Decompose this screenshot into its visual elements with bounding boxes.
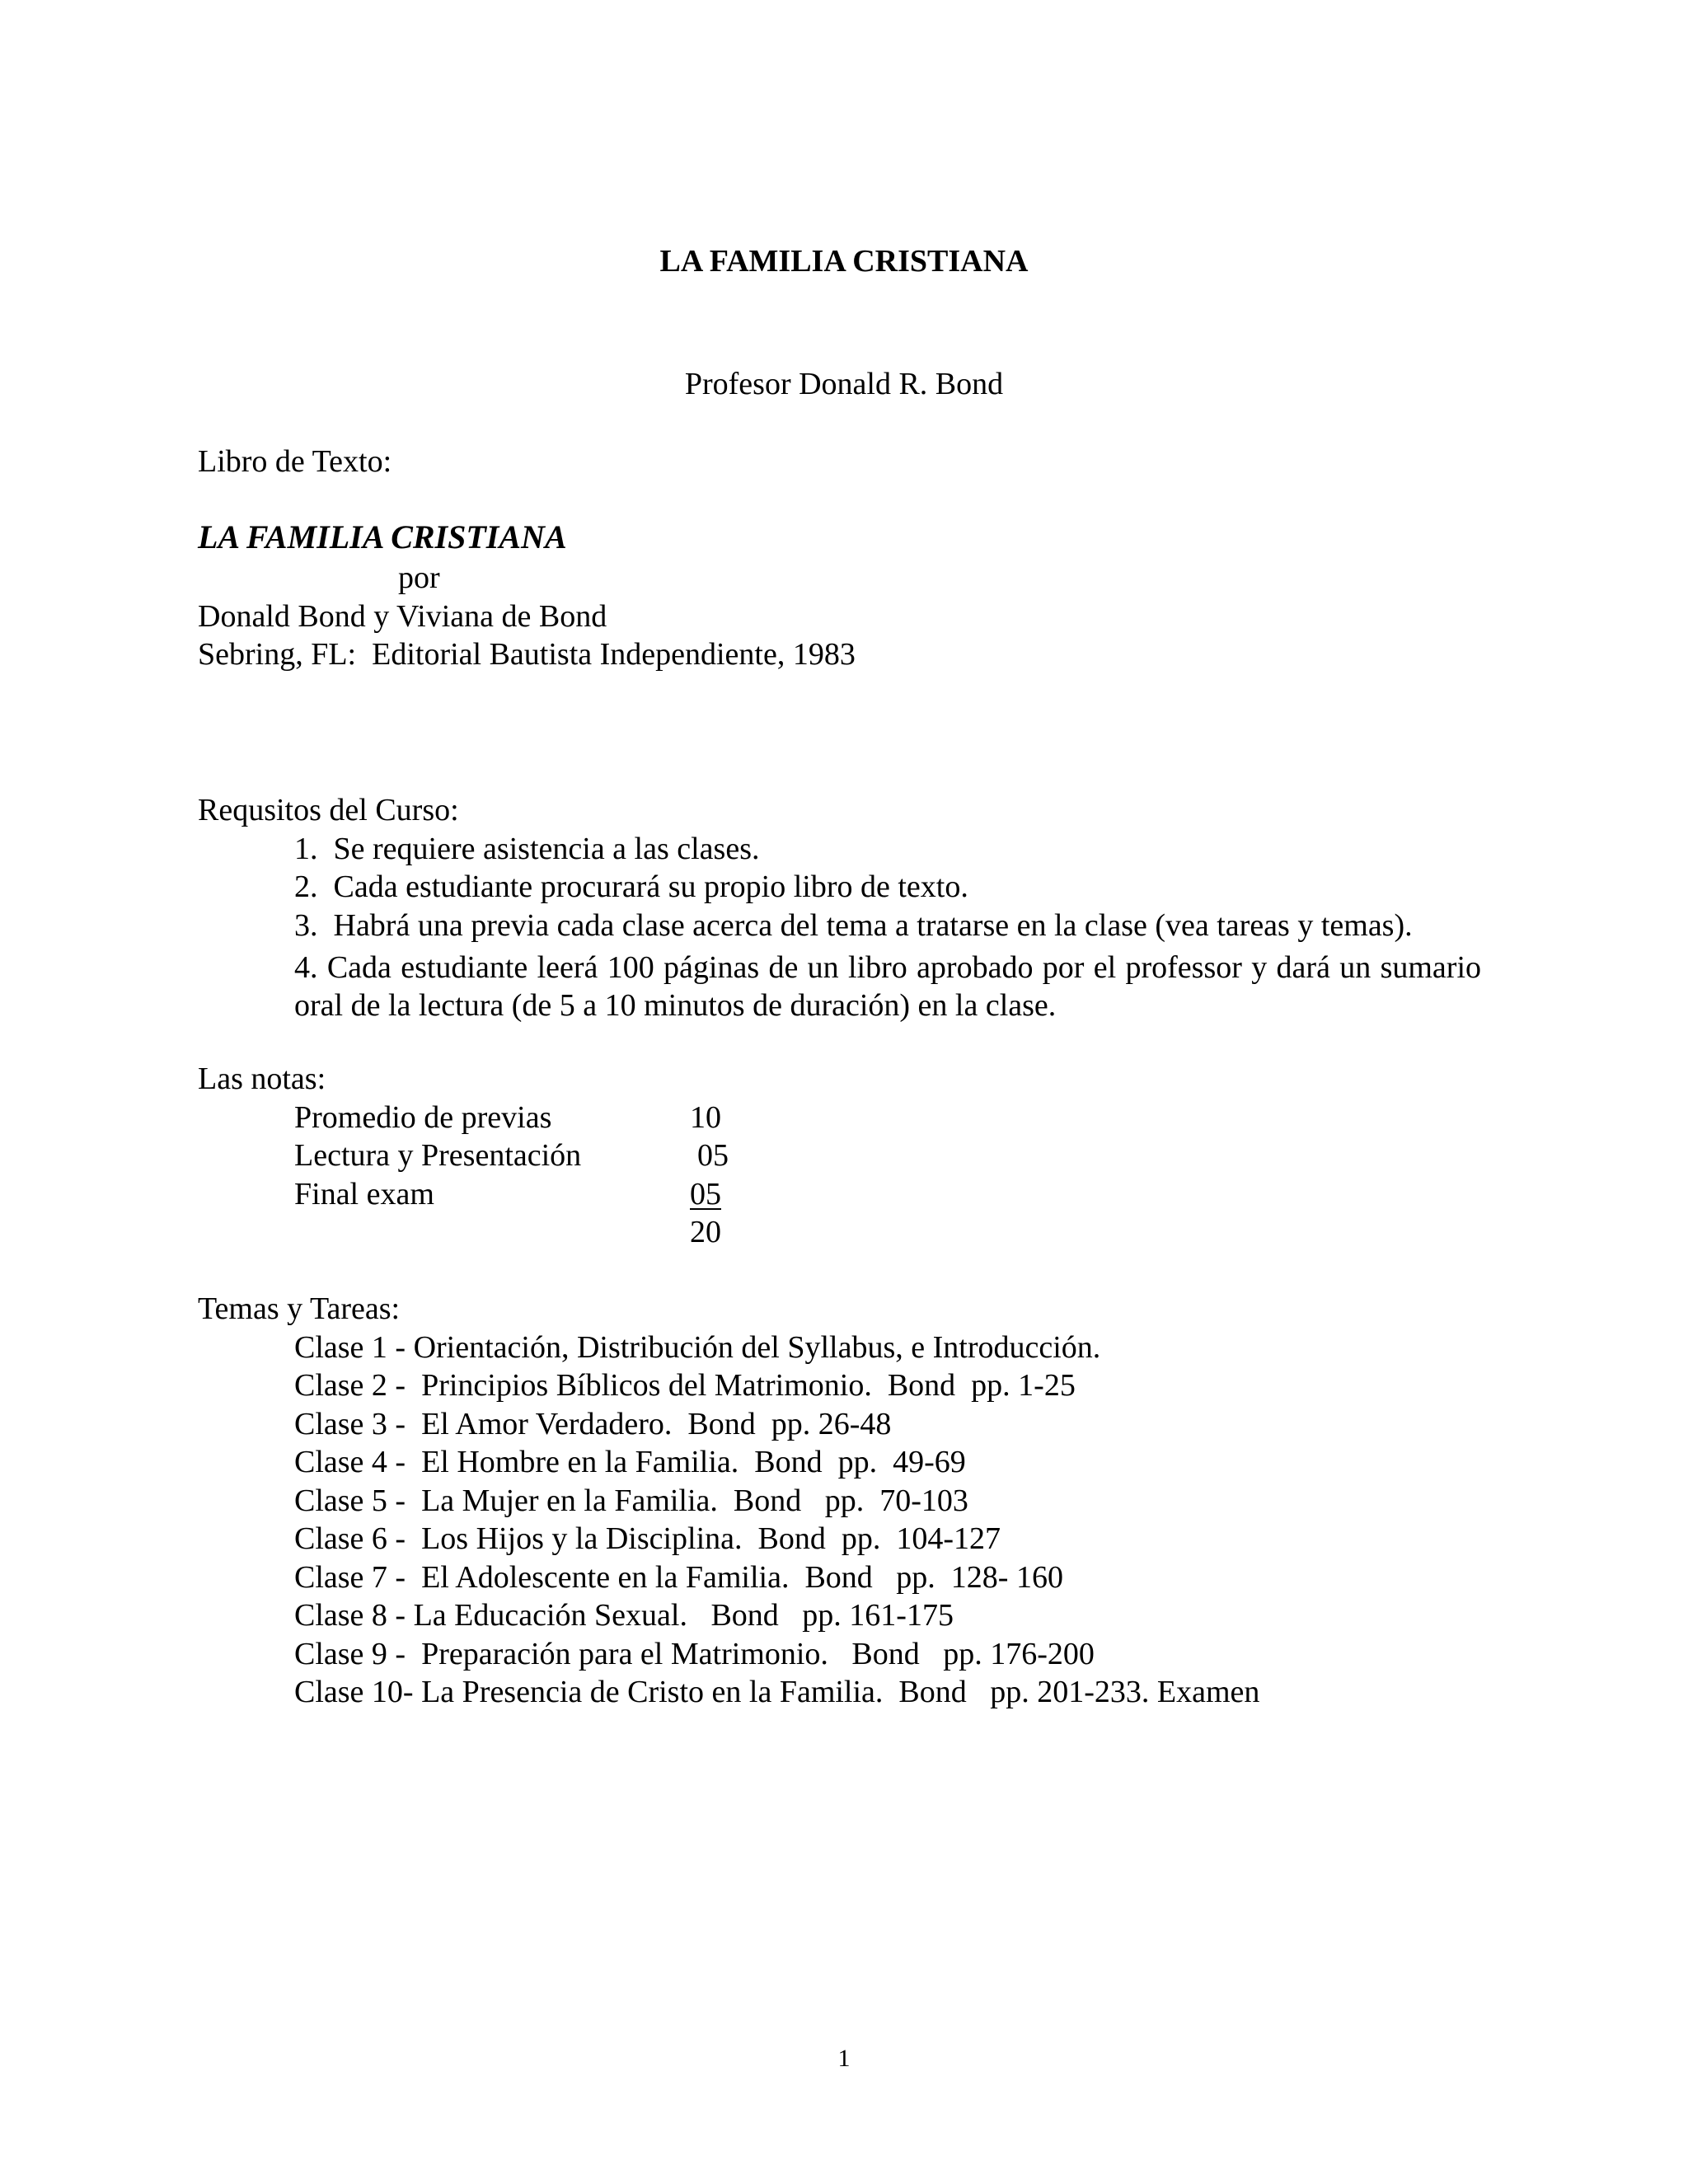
grade-label-final-exam: Final exam	[294, 1177, 434, 1212]
grade-label-previas: Promedio de previas	[294, 1100, 552, 1135]
topics-heading: Temas y Tareas:	[198, 1291, 401, 1326]
class-item-5: Clase 5 - La Mujer en la Familia. Bond pp. 70-103	[294, 1483, 968, 1518]
page-number: 1	[837, 2045, 851, 2072]
requirement-item-2: 2. Cada estudiante procurará su propio libro de texto.	[294, 869, 968, 904]
document-title: LA FAMILIA CRISTIANA	[659, 244, 1029, 279]
grades-heading: Las notas:	[198, 1062, 326, 1096]
requirement-item-1: 1. Se requiere asistencia a las clases.	[294, 832, 760, 866]
requirements-heading: Requsitos del Curso:	[198, 793, 459, 827]
grade-label-lectura: Lectura y Presentación	[294, 1138, 582, 1173]
grade-total: 20	[690, 1215, 721, 1249]
book-by: por	[398, 560, 440, 595]
grade-value-final-exam: 05	[690, 1177, 721, 1212]
class-item-8: Clase 8 - La Educación Sexual. Bond pp. 161-175	[294, 1598, 954, 1633]
class-item-10: Clase 10- La Presencia de Cristo en la Familia. Bond pp. 201-233. Examen	[294, 1675, 1260, 1709]
class-item-6: Clase 6 - Los Hijos y la Disciplina. Bond pp. 104-127	[294, 1521, 1001, 1556]
class-item-4: Clase 4 - El Hombre en la Familia. Bond pp. 49-69	[294, 1445, 966, 1479]
grade-value-lectura: 05	[697, 1138, 729, 1173]
class-item-2: Clase 2 - Principios Bíblicos del Matrimonio. Bond pp. 1-25	[294, 1368, 1076, 1403]
class-item-9: Clase 9 - Preparación para el Matrimonio. Bond pp. 176-200	[294, 1637, 1095, 1671]
professor-name: Profesor Donald R. Bond	[684, 367, 1004, 401]
class-item-3: Clase 3 - El Amor Verdadero. Bond pp. 26-48	[294, 1407, 892, 1441]
book-publisher: Sebring, FL: Editorial Bautista Independiente, 1983	[198, 637, 856, 672]
class-item-1: Clase 1 - Orientación, Distribución del Syllabus, e Introducción.	[294, 1330, 1101, 1365]
textbook-label: Libro de Texto:	[198, 444, 392, 479]
book-authors: Donald Bond y Viviana de Bond	[198, 599, 607, 634]
class-item-7: Clase 7 - El Adolescente en la Familia. Bond pp. 128- 160	[294, 1560, 1063, 1595]
requirement-item-3: 3. Habrá una previa cada clase acerca del tema a tratarse en la clase (vea tareas y temas).	[294, 908, 1413, 943]
requirement-item-4: 4. Cada estudiante leerá 100 páginas de un libro aprobado por el professor y dará un sumario oral de la lectura (de 5 a 10 minutos de duración) en la clase.	[294, 950, 1481, 1023]
book-title: LA FAMILIA CRISTIANA	[198, 518, 567, 555]
grade-value-previas: 10	[690, 1100, 721, 1135]
